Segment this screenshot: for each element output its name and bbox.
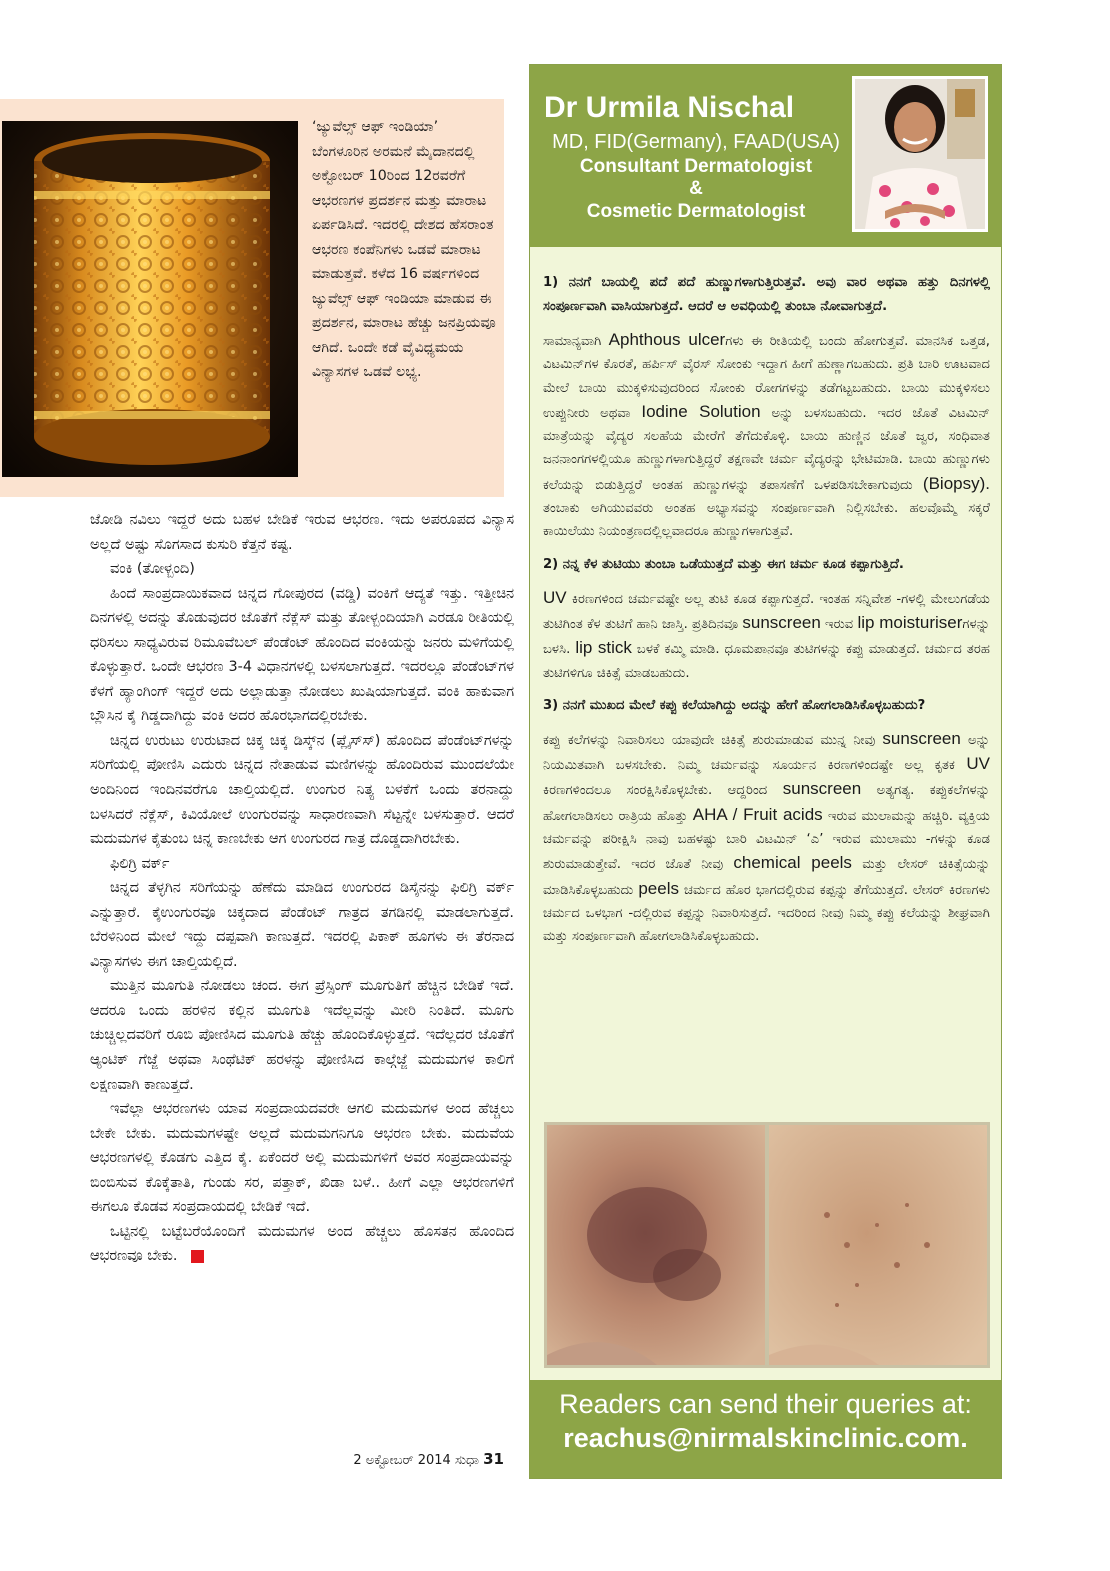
- answer-term: AHA / Fruit acids: [692, 804, 823, 824]
- gold-bangle-photo: [2, 121, 298, 477]
- issue-date: 2 ಅಕ್ಟೋಬರ್ 2014: [353, 1453, 451, 1468]
- answer-term: sunscreen: [782, 779, 862, 799]
- answer-term: peels: [638, 878, 679, 898]
- last-paragraph-text: ಒಟ್ಟಿನಲ್ಲಿ ಬಟ್ಟೆಬರೆಯೊಂದಿಗೆ ಮದುಮಗಳ ಅಂದ ಹೆಚ್ಚಲು ಹೊಸತನ ಹೊಂದಿದ ಆಭರಣವೂ ಬೇಕು.: [90, 1223, 514, 1265]
- dermatology-column: [529, 64, 1002, 1479]
- answer-text: ಮತ್ತು ಲೇಸರ್ ಚಿಕಿತ್ಸೆಯನ್ನು ಮಾಡಿಸಿಕೊಳ್ಳಬಹುದು: [543, 857, 990, 898]
- doctor-title: Consultant Dermatologist: [579, 156, 813, 177]
- answer-text: ಗಳನ್ನು ಬಳಸಿ.: [543, 616, 991, 658]
- answer-term: chemical peels: [733, 853, 852, 873]
- paragraph: ಇವೆಲ್ಲಾ ಆಭರಣಗಳು ಯಾವ ಸಂಪ್ರದಾಯದವರೇ ಆಗಲಿ ಮದುಮಗಳ ಅಂದ ಹೆಚ್ಚಲು ಬೇಕೇ ಬೇಕು. ಮದುಮಗಳಷ್ಟೇ ಅಲ್ಲದೆ ಮದುಮಗನಿಗೂ ಆಭರಣ ಬೇಕು. ಮದುವೆಯ ಆಭರಣಗಳಲ್ಲಿ ಕೊಡಗು ಎತ್ತಿದ ಕೈ. ಏಕೆಂದರೆ ಅಲ್ಲಿ ಮದುಮಗಳಿಗೆ ಅವರ ಸಂಪ್ರದಾಯವನ್ನು ಬಿಂಬಿಸುವ ಕೊಕ್ಕೆತಾತಿ, ಗುಂಡು ಸರ, ಪತ್ತಾಕ್, ಖಿಡಾ ಬಳೆ.. ಹೀಗೆ ಎಲ್ಲಾ ಆಭರಣಗಳಿಗೆ ಈಗಲೂ ಕೊಡವ ಸಂಪ್ರದಾಯದಲ್ಲಿ ಬೇಡಿಕೆ ಇದೆ.: [90, 1101, 514, 1216]
- answer-text: ಗಳು ಈ ರೀತಿಯಲ್ಲಿ ಬಂದು ಹೋಗುತ್ತವೆ. ಮಾನಸಿಕ ಒತ್ತಡ, ವಿಟಮಿನ್‌ಗಳ ಕೊರತೆ, ಹರ್ಪಿಸ್ ವೈರಸ್ ಸೋಂಕು ಇದ್ದಾಗ ಹೀಗೆ ಹುಣ್ಣಾಗಬಹುದು. ಪ್ರತಿ ಬಾರಿ ಊಟವಾದ ಮೇಲೆ ಬಾಯಿ ಮುಕ್ಕಳಿಸುವುದರಿಂದ ಸೋಂಕು ರೋಗಗಳನ್ನು ತಡೆಗಟ್ಟಬಹುದು. ಬಾಯಿ ಮುಕ್ಕಳಿಸಲು ಉಪ್ಪುನೀರು ಅಥವಾ: [543, 334, 990, 421]
- paragraph: ಚಿನ್ನದ ತೆಳ್ಳಗಿನ ಸರಿಗೆಯನ್ನು ಹೆಣೆದು ಮಾಡಿದ ಉಂಗುರದ ಡಿಸೈನನ್ನು ಫಿಲಿಗ್ರಿ ವರ್ಕ್ ಎನ್ನುತ್ತಾರೆ. ಕೈಉಂಗುರವೂ ಚಿಕ್ಕದಾದ ಪೆಂಡೆಂಟ್ ಗಾತ್ರದ ತಗಡಿನಲ್ಲಿ ಮಾಡಲಾಗುತ್ತದೆ. ಬೆರಳಿನಿಂದ ಮೇಲೆ ಇದ್ದು ದಪ್ಪವಾಗಿ ಕಾಣುತ್ತದೆ. ಇದರಲ್ಲಿ ಪಿಕಾಕ್ ಹೂಗಳು ಈ ತೆರನಾದ ವಿನ್ಯಾಸಗಳು ಈಗ ಚಾಲ್ತಿಯಲ್ಲಿದೆ.: [90, 880, 514, 970]
- answer-term: UV: [966, 754, 990, 774]
- answer-text: ಕಿರಣಗಳಿಂದ ಚರ್ಮವಷ್ಟೇ ಅಲ್ಲ ತುಟಿ ಕೂಡ ಕಪ್ಪಾಗುತ್ತದೆ. ಇಂತಹ ಸನ್ನಿವೇಶ -ಗಳಲ್ಲಿ ಮೇಲುಗಡೆಯ ತುಟಿಗಿಂತ ಕೆಳ ತುಟಿಗೆ ಹಾನಿ ಜಾಸ್ತಿ. ಪ್ರತಿದಿನವೂ: [543, 591, 990, 632]
- paragraph: ಜೋಡಿ ನವಿಲು ಇದ್ದರೆ ಅದು ಬಹಳ ಬೇಡಿಕೆ ಇರುವ ಆಭರಣ. ಇದು ಅಪರೂಪದ ವಿನ್ಯಾಸ ಅಲ್ಲದೆ ಅಷ್ಟು ಸೊಗಸಾದ ಕುಸುರಿ ಕೆತ್ತನೆ ಕಷ್ಟ.: [90, 512, 514, 553]
- answer-text: ತಂಬಾಕು ಅಗಿಯುವವರು ಅಂತಹ ಅಭ್ಯಾಸವನ್ನು ಸಂಪೂರ್ಣವಾಗಿ ನಿಲ್ಲಿಸಬೇಕು. ಹಲವೊಮ್ಮೆ ಸಕ್ಕರೆ ಕಾಯಿಲೆಯು ನಿಯಂತ್ರಣದಲ್ಲಿಲ್ಲವಾದರೂ ಹುಣ್ಣುಗಳಾಗುತ್ತವೆ.: [543, 501, 990, 540]
- question-3: 3) ನನಗೆ ಮುಖದ ಮೇಲೆ ಕಪ್ಪು ಕಲೆಯಾಗಿದ್ದು ಅದನ್ನು ಹೇಗೆ ಹೋಗಲಾಡಿಸಿಕೊಳ್ಳಬಹುದು?: [543, 697, 926, 713]
- answer-text: ಅನ್ನು ನಿಯಮಿತವಾಗಿ ಬಳಸಬೇಕು. ನಿಮ್ಮ ಚರ್ಮವನ್ನು ಸೂರ್ಯನ ಕಿರಣಗಳಿಂದಷ್ಟೇ ಅಲ್ಲ ಕೃತಕ: [543, 732, 990, 774]
- question-2: 2) ನನ್ನ ಕೆಳ ತುಟಿಯು ತುಂಬಾ ಒಡೆಯುತ್ತದೆ ಮತ್ತು ಈಗ ಚರ್ಮ ಕೂಡ ಕಪ್ಪಾಗುತ್ತಿದೆ.: [543, 556, 904, 572]
- page-footer: [344, 1450, 504, 1468]
- answer-1: [543, 328, 990, 544]
- answer-text: ಅತ್ಯಗತ್ಯ. ಕಪ್ಪುಕಲೆಗಳನ್ನು ಹೋಗಲಾಡಿಸಲು ರಾತ್ರಿಯ ಹೊತ್ತು: [543, 783, 991, 824]
- doctor-portrait: [855, 79, 985, 229]
- doctor-title: Cosmetic Dermatologist: [586, 201, 806, 222]
- queries-prompt: Readers can send their queries at:: [559, 1389, 972, 1419]
- skin-before-after-photo: [544, 1122, 990, 1368]
- paragraph: ಚಿನ್ನದ ಉರುಟು ಉರುಟಾದ ಚಿಕ್ಕ ಚಿಕ್ಕ ಡಿಸ್ಕ್‌ನ (ಪ್ಲೈಸ್‌ಸ್) ಹೊಂದಿದ ಪೆಂಡೆಂಟ್‌ಗಳನ್ನು ಸರಿಗೆಯಲ್ಲಿ ಪೋಣಿಸಿ ಎದುರು ಚಿನ್ನದ ನೇತಾಡುವ ಮಣಿಗಳನ್ನು ಹೊಂದಿರುವ ಮುಂದಲೆಯೇ ಅಂದಿನಿಂದ ಇಂದಿನವರೆಗೂ ಚಾಲ್ತಿಯಲ್ಲಿದೆ. ಉಂಗುರ ನಿತ್ಯ ಬಳಕೆಗೆ ಒಂದು ತರನಾದ್ದು ಬಳಸಿದರೆ ನೆಕ್ಲೆಸ್, ಕಿವಿಯೋಲೆ ಉಂಗುರವನ್ನು ಸಾಧಾರಣವಾಗಿ ಸೆಟ್ಟನ್ನೇ ಬಳಸುತ್ತಾರೆ. ಆದರೆ ಮದುಮಗಳ ಕೈತುಂಬ ಚಿನ್ನ ಕಾಣಬೇಕು ಆಗ ಉಂಗುರದ ಗಾತ್ರ ದೊಡ್ಡದಾಗಿರಬೇಕು.: [90, 732, 514, 848]
- answer-text: ಚರ್ಮದ ಹೊರ ಭಾಗದಲ್ಲಿರುವ ಕಪ್ಪನ್ನು ತೆಗೆಯುತ್ತದೆ. ಲೇಸರ್ ಕಿರಣಗಳು ಚರ್ಮದ ಒಳಭಾಗ -ದಲ್ಲಿರುವ ಕಪ್ಪನ್ನು ನಿವಾರಿಸುತ್ತದೆ. ಇದರಿಂದ ನೀವು ನಿಮ್ಮ ಕಪ್ಪು ಕಲೆಯನ್ನು ಶೀಘ್ರವಾಗಿ ಮತ್ತು ಸಂಪೂರ್ಣವಾಗಿ ಹೋಗಲಾಡಿಸಿಕೊಳ್ಳಬಹುದು.: [543, 882, 990, 945]
- jewellery-box: [0, 99, 504, 497]
- jewellery-caption: ‘ಜ್ಯುವೆಲ್ಸ್ ಆಫ್ ಇಂಡಿಯಾ’ ಬೆಂಗಳೂರಿನ ಅರಮನೆ ಮೈದಾನದಲ್ಲಿ ಅಕ್ಟೋಬರ್ 10ರಿಂದ 12ರವರೆಗೆ ಆಭರಣಗಳ ಪ್ರದರ್ಶನ ಮತ್ತು ಮಾರಾಟ ಏರ್ಪಡಿಸಿದೆ. ಇದರಲ್ಲಿ ದೇಶದ ಹೆಸರಾಂತ ಆಭರಣ ಕಂಪೆನಿಗಳು ಒಡವೆ ಮಾರಾಟ ಮಾಡುತ್ತವೆ. ಕಳೆದ 16 ವರ್ಷಗಳಿಂದ ಜ್ಯುವೆಲ್ಸ್ ಆಫ್ ಇಂಡಿಯಾ ಮಾಡುವ ಈ ಪ್ರದರ್ಶನ, ಮಾರಾಟ ಹೆಚ್ಚು ಜನಪ್ರಿಯವೂ ಆಗಿದೆ. ಒಂದೇ ಕಡೆ ವೈವಿಧ್ಯಮಯ ವಿನ್ಯಾಸಗಳ ಒಡವೆ ಲಭ್ಯ.: [312, 119, 496, 380]
- contact-footer: [530, 1380, 1001, 1478]
- answer-text: ಬಳಕೆ ಕಮ್ಮಿ ಮಾಡಿ. ಧೂಮಪಾನವೂ ತುಟಿಗಳನ್ನು ಕಪ್ಪು ಮಾಡುತ್ತದೆ. ಚರ್ಮದ ತರಹ ತುಟಿಗಳಿಗೂ ಚಿಕಿತ್ಸೆ ಮಾಡಬಹುದು.: [543, 642, 990, 681]
- answer-term: sunscreen: [882, 728, 961, 748]
- answer-term: UV: [543, 587, 567, 607]
- doctor-degrees: MD, FID(Germany), FAAD(USA): [552, 131, 840, 153]
- question-1: 1) ನನಗೆ ಬಾಯಲ್ಲಿ ಪದೆ ಪದೆ ಹುಣ್ಣುಗಳಾಗುತ್ತಿರುತ್ತವೆ. ಅವು ವಾರ ಅಥವಾ ಹತ್ತು ದಿನಗಳಲ್ಲಿ ಸಂಪೂರ್ಣವಾಗಿ ವಾಸಿಯಾಗುತ್ತದೆ. ಆದರೆ ಆ ಅವಧಿಯಲ್ಲಿ ತುಂಬಾ ನೋವಾಗುತ್ತದೆ.: [543, 275, 990, 314]
- doctor-title-ampersand: &: [689, 178, 703, 199]
- paragraph: ಮುತ್ತಿನ ಮೂಗುತಿ ನೋಡಲು ಚಂದ. ಈಗ ಪ್ರೆಸ್ಸಿಂಗ್ ಮೂಗುತಿಗೆ ಹೆಚ್ಚಿನ ಬೇಡಿಕೆ ಇದೆ. ಆದರೂ ಒಂದು ಹರಳಿನ ಕಲ್ಲಿನ ಮೂಗುತಿ ಇದೆಲ್ಲವನ್ನು ಮೀರಿ ನಿಂತಿದೆ. ಮೂಗು ಚುಚ್ಚಿಲ್ಲದವರಿಗೆ ರೂಬಿ ಪೋಣಿಸಿದ ಮೂಗುತಿ ಹೆಚ್ಚು ಹೊಂದಿಕೊಳ್ಳುತ್ತದೆ. ಇದೆಲ್ಲದರ ಜೊತೆಗೆ ಆ್ಯಂಟಿಕ್ ಗೆಜ್ಜೆ ಅಥವಾ ಸಿಂಥೆಟಿಕ್ ಹರಳನ್ನು ಪೋಣಿಸಿದ ಕಾಲ್ಗೆಜ್ಜೆ ಮದುಮಗಳ ಕಾಲಿಗೆ ಲಕ್ಷಣವಾಗಿ ಕಾಣುತ್ತದೆ.: [90, 978, 514, 1093]
- magazine-name: ಸುಧಾ: [454, 1453, 479, 1468]
- answer-text: ಅನ್ನು ಬಳಸಬಹುದು. ಇದರ ಜೊತೆ ವಿಟಮಿನ್ ಮಾತ್ರೆಯನ್ನು ವೈದ್ಯರ ಸಲಹೆಯ ಮೇರೆಗೆ ತೆಗೆದುಕೊಳ್ಳಿ. ಬಾಯಿ ಹುಣ್ಣಿನ ಜೊತೆ ಜ್ವರ, ಸಂಧಿವಾತ ಜನನಾಂಗಗಳಲ್ಲಿಯೂ ಹುಣ್ಣುಗಳಾಗುತ್ತಿದ್ದರೆ ತಕ್ಷಣವೇ ಚರ್ಮ ವೈದ್ಯರನ್ನು ಭೇಟಿಮಾಡಿ. ಬಾಯಿ ಹುಣ್ಣುಗಳು ಕಲೆಯನ್ನು ಬಿಡುತ್ತಿದ್ದರೆ ಅಂತಹ ಹುಣ್ಣುಗಳನ್ನು ತಪಾಸಣೆಗೆ ಒಳಪಡಿಸಬೇಕಾಗುವುದು: [543, 405, 990, 493]
- answer-term: Aphthous ulcer: [608, 330, 726, 349]
- answer-term: Iodine Solution: [641, 401, 761, 421]
- contact-email[interactable]: reachus@nirmalskinclinic.com.: [563, 1423, 968, 1453]
- doctor-header: [530, 65, 1001, 247]
- qa-section: [543, 271, 990, 958]
- doctor-photo: [852, 76, 988, 232]
- answer-term: lip stick: [575, 638, 632, 658]
- answer-text: ಇರುವ: [820, 616, 858, 632]
- subheading: ವಂಕಿ (ತೋಳ್ಬಂದಿ): [110, 561, 195, 578]
- answer-term: lip moisturiser: [857, 612, 963, 632]
- skin-comparison-image: [547, 1125, 987, 1365]
- page-number: 31: [483, 1450, 504, 1468]
- subheading: ಫಿಲಿಗ್ರಿ ವರ್ಕ್: [110, 855, 170, 872]
- paragraph: ಹಿಂದೆ ಸಾಂಪ್ರದಾಯಿಕವಾದ ಚಿನ್ನದ ಗೋಪುರದ (ವಡ್ಡಿ) ವಂಕಿಗೆ ಆದ್ಯತೆ ಇತ್ತು. ಇತ್ತೀಚಿನ ದಿನಗಳಲ್ಲಿ ಅದನ್ನು ತೊಡುವುದರ ಜೊತೆಗೆ ನೆಕ್ಲೆಸ್ ಮತ್ತು ತೋಳ್ಬಂದಿಯಾಗಿ ಎರಡೂ ರೀತಿಯಲ್ಲಿ ಧರಿಸಲು ಸಾಧ್ಯವಿರುವ ರಿಮೂವೆಬಲ್ ಪೆಂಡೆಂಟ್ ಹೊಂದಿದ ವಂಕಿಯನ್ನು ಜನರು ಮಳಿಗೆಯಲ್ಲಿ ಕೊಳ್ಳುತ್ತಾರೆ. ಒಂದೇ ಆಭರಣ 3-4 ವಿಧಾನಗಳಲ್ಲಿ ಬಳಸಲಾಗುತ್ತದೆ. ಇದರಲ್ಲೂ ಪೆಂಡೆಂಟ್‌ಗಳ ಕೆಳಗೆ ಹ್ಯಾಂಗಿಂಗ್ ಇದ್ದರೆ ಅದು ಅಲ್ಲಾಡುತ್ತಾ ನೋಡಲು ಖುಷಿಯಾಗುತ್ತದೆ. ವಂಕಿ ಹಾಕುವಾಗ ಬ್ಲೌಸಿನ ಕೈ ಗಿಡ್ಡದಾಗಿದ್ದು ವಂಕಿ ಅದರ ಹೊರಭಾಗದಲ್ಲಿರಬೇಕು.: [90, 585, 514, 725]
- answer-text: ಕಪ್ಪು ಕಲೆಗಳನ್ನು ನಿವಾರಿಸಲು ಯಾವುದೇ ಚಿಕಿತ್ಸೆ ಶುರುಮಾಡುವ ಮುನ್ನ ನೀವು: [543, 732, 883, 748]
- answer-term: sunscreen: [742, 612, 821, 632]
- answer-3: [543, 727, 990, 949]
- paragraph: [90, 1220, 514, 1269]
- answer-2: [543, 586, 990, 685]
- answer-text: ಸಾಮಾನ್ಯವಾಗಿ: [543, 334, 609, 349]
- answer-text: ಇರುವ ಮುಲಾಮನ್ನು ಹಚ್ಚಿರಿ. ವ್ಯಕ್ತಿಯ ಚರ್ಮವನ್ನು ಪರೀಕ್ಷಿಸಿ ನಾವು ಬಹಳಷ್ಟು ಬಾರಿ ವಿಟಮಿನ್ ‘ಎ’ ಇರುವ ಮುಲಾಮು -ಗಳನ್ನು ಕೂಡ ಶುರುಮಾಡುತ್ತೇವೆ. ಇದರ ಜೊತೆ ನೀವು: [543, 808, 990, 873]
- end-of-article-mark: [191, 1250, 204, 1263]
- doctor-name: Dr Urmila Nischal: [544, 91, 795, 124]
- answer-text: ಕಿರಣಗಳಿಂದಲೂ ಸಂರಕ್ಷಿಸಿಕೊಳ್ಳಬೇಕು. ಆದ್ದರಿಂದ: [543, 783, 783, 799]
- answer-term: (Biopsy).: [922, 473, 990, 493]
- article-body: [90, 508, 514, 1269]
